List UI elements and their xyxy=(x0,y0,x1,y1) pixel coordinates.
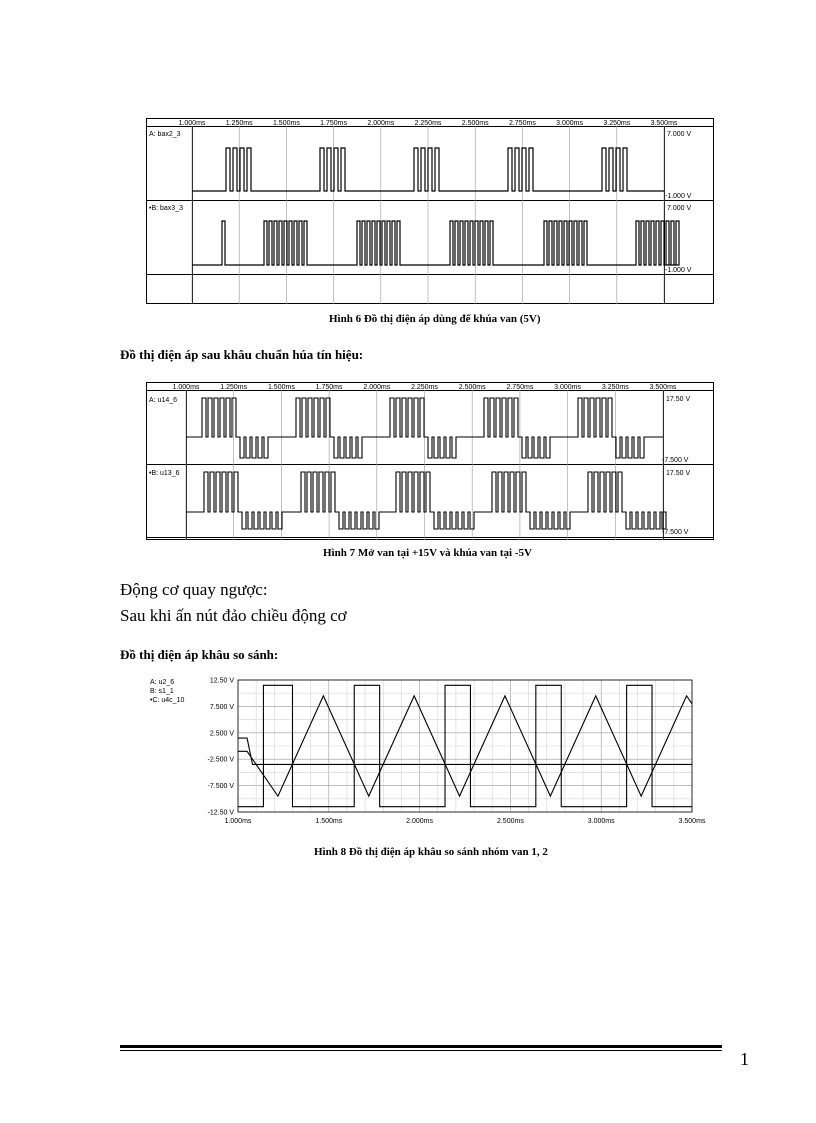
x-tick-label: 2.000ms xyxy=(406,818,434,825)
time-tick-label: 3.250ms xyxy=(603,120,631,127)
time-tick-label: 3.500ms xyxy=(649,384,677,391)
legend-entry: •C: u4c_10 xyxy=(150,697,185,704)
time-tick-label: 1.000ms xyxy=(172,384,200,391)
trace-a-label: A: bax2_3 xyxy=(149,131,181,138)
time-tick-label: 3.000ms xyxy=(556,120,584,127)
y-tick-label: -2.500 V xyxy=(207,756,234,764)
figure-6-svg xyxy=(146,118,714,304)
time-tick-label: 3.500ms xyxy=(650,120,678,127)
time-tick-label: 2.750ms xyxy=(508,120,536,127)
x-tick-label: 3.500ms xyxy=(678,818,706,825)
figure-6-scope xyxy=(146,118,714,304)
trace-b-bottom-label: -7.500 V xyxy=(662,529,689,536)
y-tick-label: -7.500 V xyxy=(207,783,234,791)
time-tick-label: 2.250ms xyxy=(414,120,442,127)
time-tick-label: 1.250ms xyxy=(220,384,248,391)
trace-b-top-label: 7.000 V xyxy=(667,205,692,212)
time-tick-label: 3.250ms xyxy=(601,384,629,391)
trace-b-waveform xyxy=(192,221,679,265)
time-tick-label: 2.750ms xyxy=(506,384,534,391)
footer-rule-thin xyxy=(120,1050,722,1051)
trace-b-label: •B: u13_6 xyxy=(149,470,180,477)
time-tick-label: 1.750ms xyxy=(315,384,343,391)
figure-6-caption: Hình 6 Đồ thị điện áp dùng để khúa van (5V) xyxy=(329,313,541,325)
heading-comparator: Đồ thị điện áp khâu so sánh: xyxy=(120,647,279,662)
figure-7-caption: Hình 7 Mở van tại +15V và khúa van tại -5V xyxy=(323,547,532,559)
footer-rule-thick xyxy=(120,1045,722,1048)
heading-reverse-rotation: Động cơ quay ngược: xyxy=(120,580,268,599)
legend-entry: B: s1_1 xyxy=(150,688,174,695)
time-tick-label: 2.000ms xyxy=(363,384,391,391)
trace-b-label: •B: bax3_3 xyxy=(149,205,183,212)
heading-normalized-signal: Đồ thị điện áp sau khâu chuẩn húa tín hiệu: xyxy=(120,347,364,362)
figure-8-svg xyxy=(140,672,720,832)
time-tick-label: 1.750ms xyxy=(320,120,348,127)
x-tick-label: 1.500ms xyxy=(315,818,343,825)
figure-7-scope xyxy=(146,382,714,540)
legend-entry: A: u2_6 xyxy=(150,679,175,686)
trace-a-top-label: 7.000 V xyxy=(667,131,692,138)
x-tick-label: 1.000ms xyxy=(224,818,252,825)
series-line-flat xyxy=(238,738,692,764)
time-tick-label: 1.000ms xyxy=(178,120,206,127)
figure-8-caption: Hình 8 Đồ thị điện áp khâu so sánh nhóm van 1, 2 xyxy=(314,846,548,858)
y-tick-label: 12.50 V xyxy=(209,677,234,685)
time-tick-label: 1.500ms xyxy=(267,384,295,391)
figure-8-chart xyxy=(140,672,720,832)
x-tick-label: 2.500ms xyxy=(496,818,524,825)
time-tick-label: 2.000ms xyxy=(367,120,395,127)
time-tick-label: 2.500ms xyxy=(461,120,489,127)
trace-a-top-label: 17.50 V xyxy=(666,396,691,403)
figure-7-svg xyxy=(146,382,714,540)
trace-a-bottom-label: -1.000 V xyxy=(665,193,692,200)
trace-a-waveform xyxy=(192,148,664,191)
page-number: 1 xyxy=(740,1049,749,1069)
y-tick-label: 7.500 V xyxy=(209,703,234,711)
time-tick-label: 2.250ms xyxy=(411,384,438,391)
time-tick-label: 1.500ms xyxy=(272,120,300,127)
y-tick-label: 2.500 V xyxy=(209,730,234,738)
time-tick-label: 1.250ms xyxy=(225,120,253,127)
trace-a-bottom-label: -7.500 V xyxy=(662,457,689,464)
time-tick-label: 3.000ms xyxy=(554,384,582,391)
trace-b-bottom-label: -1.000 V xyxy=(665,267,692,274)
x-tick-label: 3.000ms xyxy=(587,818,615,825)
trace-b-top-label: 17.50 V xyxy=(666,470,691,477)
trace-b-waveform xyxy=(186,472,666,529)
trace-a-label: A: u14_6 xyxy=(149,397,178,404)
time-tick-label: 2.500ms xyxy=(458,384,486,391)
y-tick-label: -12.50 V xyxy=(207,809,234,817)
heading-after-press: Sau khi ấn nút đảo chiều động cơ xyxy=(120,606,347,625)
